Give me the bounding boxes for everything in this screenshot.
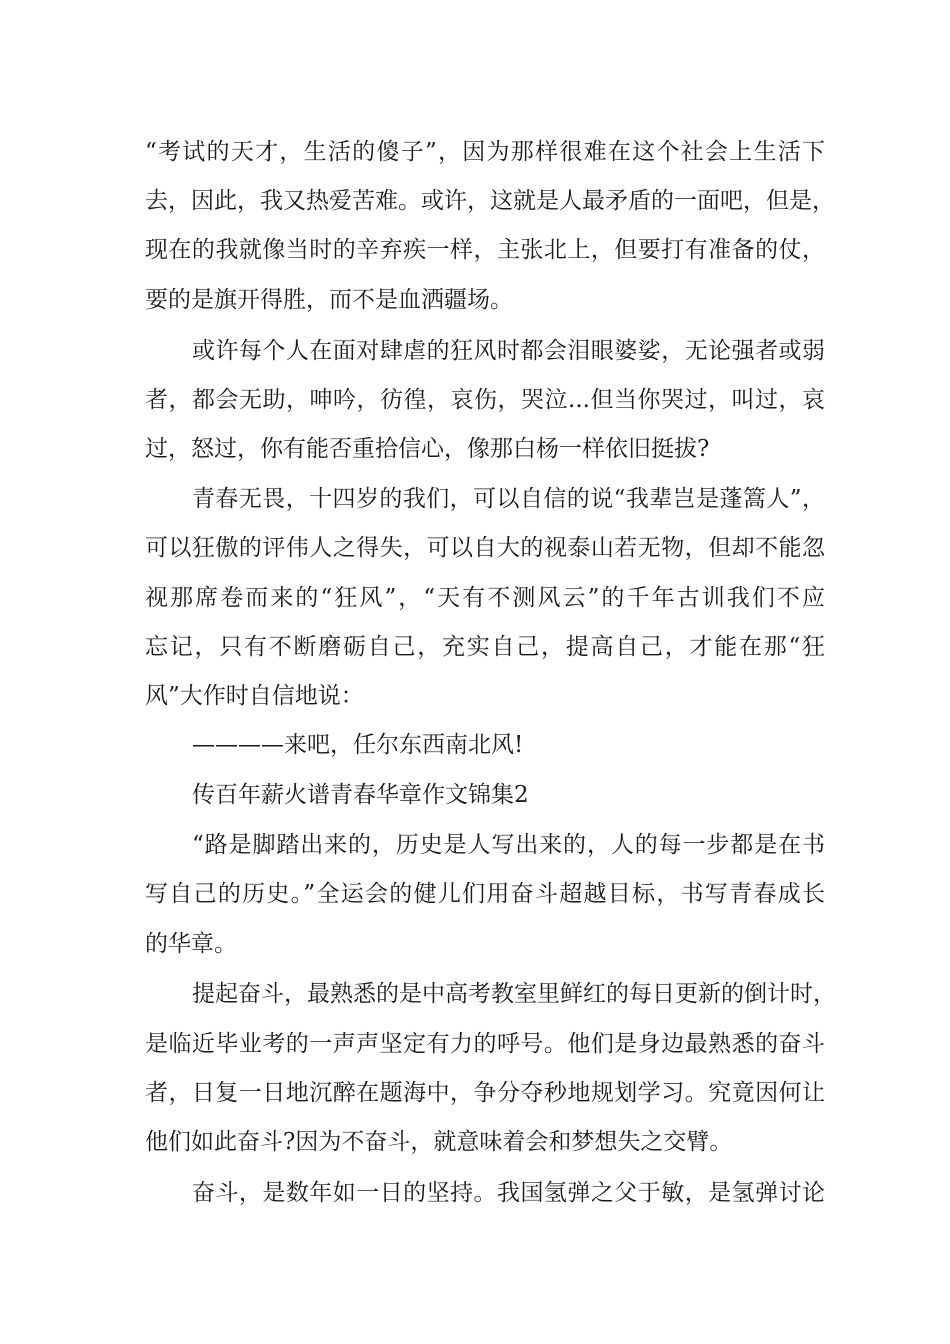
text-line: 的华章。 bbox=[145, 931, 237, 957]
text-line: 去，因此，我又热爱苦难。或许，这就是人最矛盾的一面吧，但是， bbox=[145, 188, 835, 214]
text-line: “考试的天才，生活的傻子”，因为那样很难在这个社会上生活下 bbox=[145, 139, 825, 165]
text-line: ————来吧，任尔东西南北风! bbox=[192, 732, 524, 758]
text-line: 写自己的历史。”全运会的健儿们用奋斗超越目标，书写青春成长 bbox=[145, 881, 825, 907]
text-line: 过，怒过，你有能否重拾信心，像那白杨一样依旧挺拔? bbox=[145, 436, 710, 462]
text-line: 奋斗，是数年如一日的坚持。我国氢弹之父于敏，是氢弹讨论 bbox=[192, 1180, 825, 1206]
text-line: “路是脚踏出来的，历史是人写出来的，人的每一步都是在书 bbox=[192, 832, 825, 858]
text-line: 忘记，只有不断磨砺自己，充实自己，提高自己，才能在那“狂 bbox=[145, 634, 825, 660]
text-line: 可以狂傲的评伟人之得失，可以自大的视泰山若无物，但却不能忽 bbox=[145, 535, 825, 561]
section-heading: 传百年薪火谱青春华章作文锦集2 bbox=[192, 782, 529, 808]
text-line: 者，日复一日地沉醉在题海中，争分夺秒地规划学习。究竟因何让 bbox=[145, 1080, 825, 1106]
text-line: 风”大作时自信地说： bbox=[145, 683, 364, 709]
text-line: 他们如此奋斗?因为不奋斗，就意味着会和梦想失之交臂。 bbox=[145, 1129, 733, 1155]
text-line: 现在的我就像当时的辛弃疾一样，主张北上，但要打有准备的仗， bbox=[145, 237, 825, 263]
text-line: 是临近毕业考的一声声坚定有力的呼号。他们是身边最熟悉的奋斗 bbox=[145, 1031, 825, 1057]
text-line: 青春无畏，十四岁的我们，可以自信的说“我辈岂是蓬篙人”， bbox=[192, 486, 825, 512]
text-line: 视那席卷而来的“狂风”，“天有不测风云”的千年古训我们不应 bbox=[145, 585, 825, 611]
text-line: 要的是旗开得胜，而不是血洒疆场。 bbox=[145, 287, 513, 313]
text-line: 提起奋斗，最熟悉的是中高考教室里鲜红的每日更新的倒计时， bbox=[192, 981, 836, 1007]
text-line: 者，都会无助，呻吟，彷徨，哀伤，哭泣...但当你哭过，叫过，哀 bbox=[145, 387, 825, 413]
text-line: 或许每个人在面对肆虐的狂风时都会泪眼婆娑，无论强者或弱 bbox=[192, 338, 825, 364]
